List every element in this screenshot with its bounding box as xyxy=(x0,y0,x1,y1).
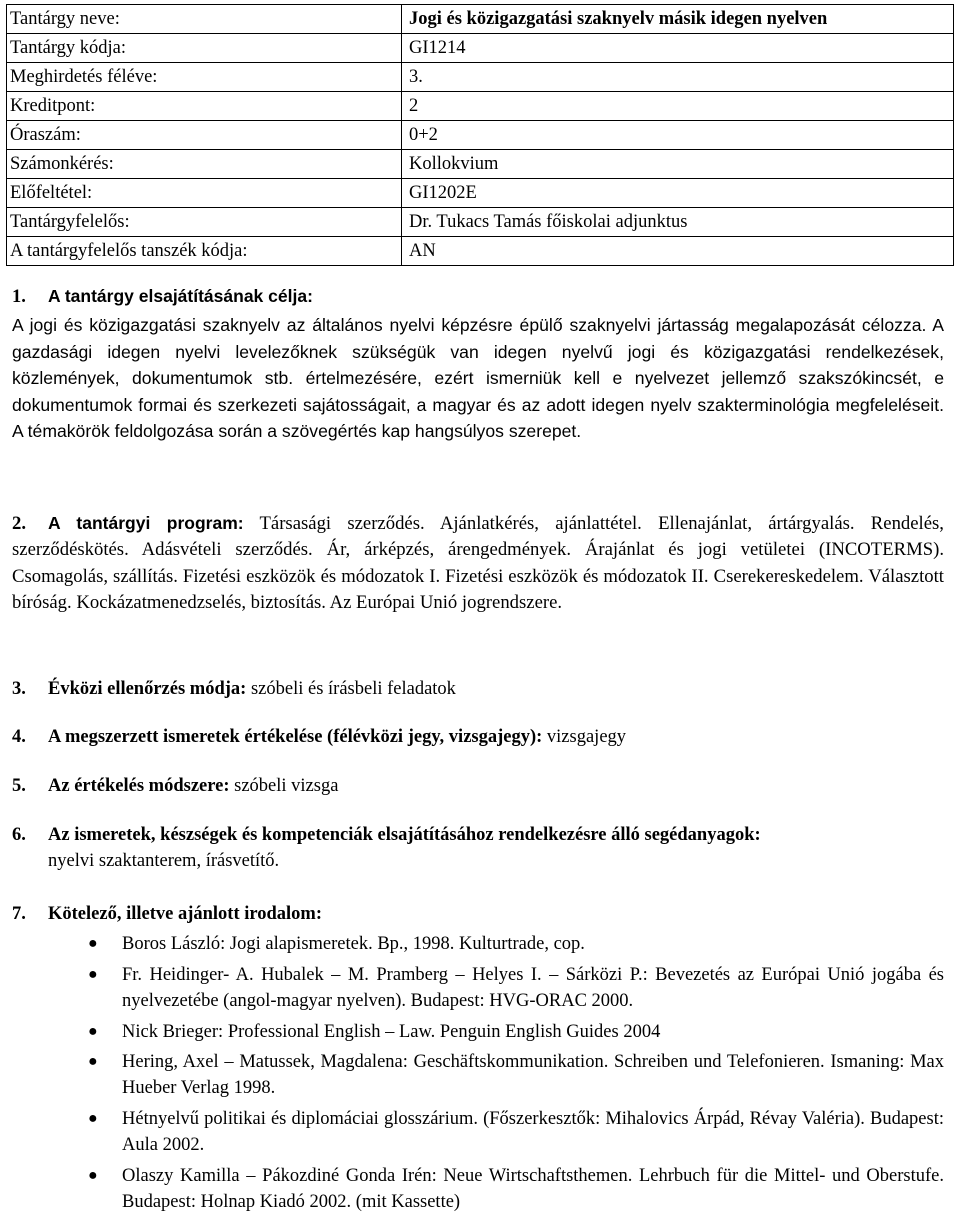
literature-item xyxy=(12,1019,944,1045)
info-label: Óraszám: xyxy=(7,121,402,150)
section-assessment xyxy=(12,676,944,702)
bullet-icon: ● xyxy=(88,1053,98,1071)
info-value: GI1214 xyxy=(402,34,954,63)
info-value: 3. xyxy=(402,63,954,92)
section-number: 5. xyxy=(12,776,26,796)
literature-text: Hering, Axel – Matussek, Magdalena: Geschäftskommunikation. Schreiben und Telefonieren. Ismaning: Max Hueber Verlag 1998. xyxy=(122,1052,944,1099)
info-label: Tantárgy kódja: xyxy=(7,34,402,63)
info-label: Kreditpont: xyxy=(7,92,402,121)
bullet-icon: ● xyxy=(88,935,98,953)
section-value: szóbeli vizsga xyxy=(234,776,339,796)
info-row xyxy=(7,237,954,266)
section-method xyxy=(12,773,944,799)
literature-text: Boros László: Jogi alapismeretek. Bp., 1998. Kulturtrade, cop. xyxy=(122,934,585,955)
section-number: 4. xyxy=(12,727,26,747)
info-label: Tantárgy neve: xyxy=(7,5,402,34)
literature-item xyxy=(12,1163,944,1216)
section-title: A tantárgyi program: xyxy=(48,513,244,533)
info-value: 0+2 xyxy=(402,121,954,150)
section-number: 1. xyxy=(12,287,26,307)
bullet-icon: ● xyxy=(88,1109,98,1127)
section-program-text: Társasági szerződés. Ajánlatkérés, ajánlattétel. Ellenajánlat, ártárgyalás. Rendelés, szerződéskötés. Adásvételi szerződés. Ár, árképzés, árengedmények. Árajánlat és jogi vetületei (INCOTERMS). Csomagolás, szállítás. Fizetési eszközök és módozatok I. Fizetési eszközök és módozatok II. Cserekereskedelem. Választott bíróság. Kockázatmenedzselés, biztosítás. Az Európai Unió jogrendszere. xyxy=(12,513,944,614)
literature-text: Nick Brieger: Professional English – Law. Penguin English Guides 2004 xyxy=(122,1021,661,1042)
section-program xyxy=(12,510,944,617)
info-row xyxy=(7,34,954,63)
section-value: vizsgajegy xyxy=(546,727,627,747)
section-number: 3. xyxy=(12,679,26,699)
course-info-table xyxy=(6,4,954,266)
literature-item xyxy=(12,931,944,957)
info-row xyxy=(7,150,954,179)
info-row xyxy=(7,121,954,150)
literature-text: Hétnyelvű politikai és diplomáciai glosszárium. (Főszerkesztők: Mihalovics Árpád, Révay Valéria). Budapest: Aula 2002. xyxy=(122,1108,944,1156)
section-goal xyxy=(12,283,944,444)
section-title: Kötelező, illetve ajánlott irodalom: xyxy=(48,904,323,924)
section-title: Az ismeretek, készségek és kompetenciák elsajátításához rendelkezésre álló segédanyagok: xyxy=(48,825,761,845)
info-row xyxy=(7,179,954,208)
info-label: Számonkérés: xyxy=(7,150,402,179)
section-title: A megszerzett ismeretek értékelése (félévközi jegy, vizsgajegy): xyxy=(48,727,543,747)
literature-item xyxy=(12,1106,944,1159)
bullet-icon: ● xyxy=(88,1166,98,1184)
literature-item xyxy=(12,962,944,1015)
section-goal-text: A jogi és közigazgatási szaknyelv az általános nyelvi képzésre épülő szaknyelvi jártasság megalapozását célozza. A gazdasági idegen nyelvi levelezőknek szükségük van idegen nyelvű jogi és közigazgatási rendelkezések, közlemények, dokumentumok stb. értelmezésére, ezért ismerniük kell e nyelvezet jellemző szakszókincsét, e dokumentumok formai és szerkezeti sajátosságait, a magyar és az adott idegen nyelv szakterminológia megfeleléseit. A témakörök feldolgozása során a szövegértés kap hangsúlyos szerepet. xyxy=(12,315,944,442)
info-row xyxy=(7,92,954,121)
section-number: 2. xyxy=(12,513,27,534)
info-label: Tantárgyfelelős: xyxy=(7,208,402,237)
info-value: Dr. Tukacs Tamás főiskolai adjunktus xyxy=(402,208,954,237)
section-title: Az értékelés módszere: xyxy=(48,776,230,796)
info-row xyxy=(7,5,954,34)
info-label: A tantárgyfelelős tanszék kódja: xyxy=(7,237,402,266)
info-value: GI1202E xyxy=(402,179,954,208)
info-label: Előfeltétel: xyxy=(7,179,402,208)
section-program-paragraph xyxy=(12,510,944,617)
info-row xyxy=(7,63,954,92)
literature-text: Fr. Heidinger- A. Hubalek – M. Pramberg – Helyes I. – Sárközi P.: Bevezetés az Európai Unió jogába és nyelvezetébe (angol-magyar nyelven). Budapest: HVG-ORAC 2000. xyxy=(122,964,944,1012)
section-literature xyxy=(12,901,944,1219)
section-number: 6. xyxy=(12,825,26,845)
info-row xyxy=(7,208,954,237)
section-value: szóbeli és írásbeli feladatok xyxy=(250,679,456,699)
info-label: Meghirdetés féléve: xyxy=(7,63,402,92)
bullet-icon: ● xyxy=(88,1022,98,1040)
info-value: AN xyxy=(402,237,954,266)
bullet-icon: ● xyxy=(88,965,98,983)
section-number: 7. xyxy=(12,904,26,924)
section-title: A tantárgy elsajátításának célja: xyxy=(48,286,313,306)
section-evaluation xyxy=(12,724,944,750)
info-value: 2 xyxy=(402,92,954,121)
info-value: Jogi és közigazgatási szaknyelv másik idegen nyelven xyxy=(402,5,954,34)
info-value: Kollokvium xyxy=(402,150,954,179)
literature-item xyxy=(12,1049,944,1102)
section-value: nyelvi szaktanterem, írásvetítő. xyxy=(48,851,280,872)
section-goal-heading xyxy=(12,283,944,310)
section-materials xyxy=(12,822,944,875)
literature-list xyxy=(12,931,944,1215)
section-title: Évközi ellenőrzés módja: xyxy=(48,679,247,699)
literature-text: Olaszy Kamilla – Pákozdiné Gonda Irén: Neue Wirtschaftsthemen. Lehrbuch für die Mittel- und Oberstufe. Budapest: Holnap Kiadó 2002. (mit Kassette) xyxy=(122,1165,944,1213)
